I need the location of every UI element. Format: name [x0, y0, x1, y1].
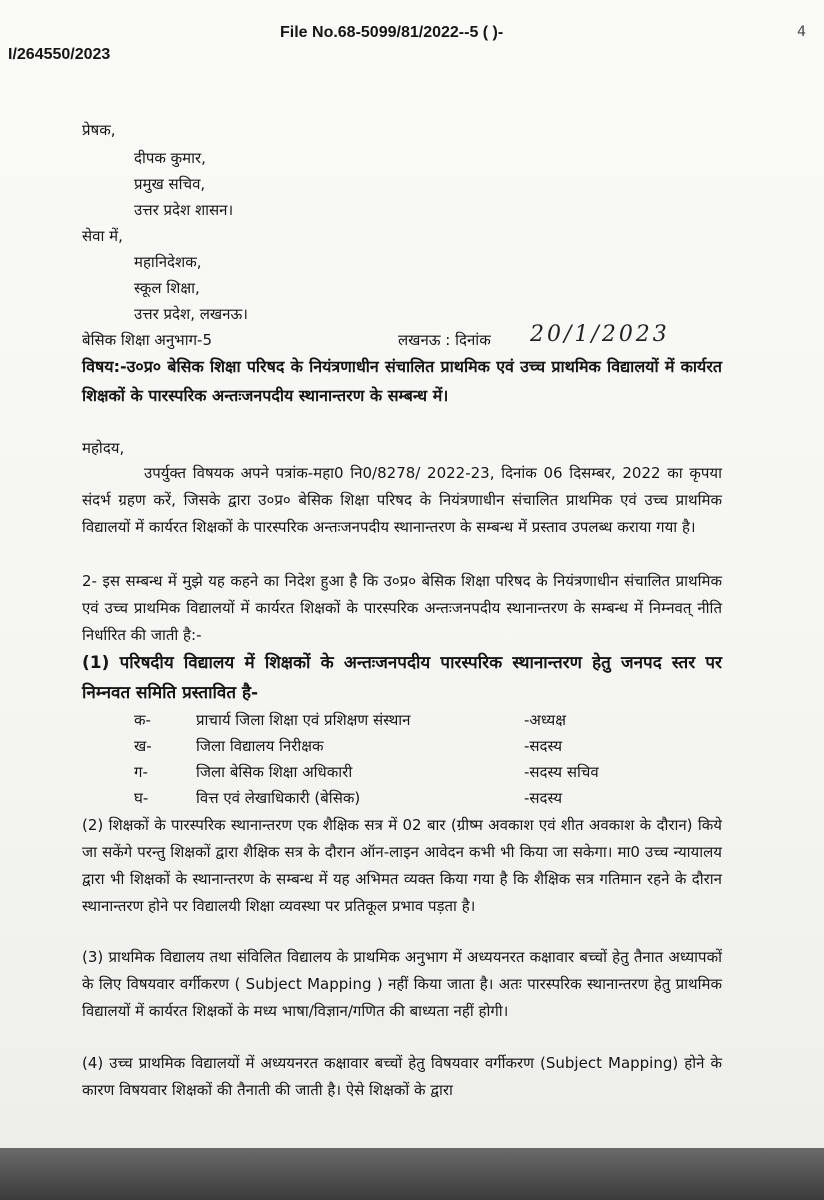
committee-key: ग-: [134, 763, 148, 781]
committee-member: जिला विद्यालय निरीक्षक: [196, 737, 324, 755]
file-number: File No.68-5099/81/2022--5 ( )-: [280, 24, 504, 41]
recipient-label: सेवा में,: [82, 227, 123, 245]
subject-line: विषय:-उ०प्र० बेसिक शिक्षा परिषद के नियंत्रणाधीन संचालित प्राथमिक एवं उच्च प्राथमिक विद्यालयों में कार्यरत शिक्षकों के पारस्परिक अन्तःजनपदीय स्थानान्तरण के सम्बन्ध में।: [82, 357, 722, 405]
recipient-line: उत्तर प्रदेश, लखनऊ।: [134, 305, 248, 323]
committee-key: क-: [134, 711, 151, 729]
place-date-label: लखनऊ : दिनांक: [398, 331, 491, 349]
committee-member: वित्त एवं लेखाधिकारी (बेसिक): [196, 789, 361, 807]
committee-member: प्राचार्य जिला शिक्षा एवं प्रशिक्षण संस्थान: [196, 711, 411, 729]
sender-line: दीपक कुमार,: [134, 149, 206, 167]
recipient-line: महानिदेशक,: [134, 253, 202, 271]
recipient-line: स्कूल शिक्षा,: [134, 279, 200, 297]
point-4: (4) उच्च प्राथमिक विद्यालयों में अध्ययनरत कक्षावार बच्चों हेतु विषयवार वर्गीकरण (Subject Mapping) होने के कारण विषयवार शिक्षकों की तैनाती की जाती है। ऐसे शिक्षकों के द्वारा: [82, 1054, 722, 1099]
scan-edge: [0, 1148, 824, 1200]
sender-label: प्रेषक,: [82, 121, 116, 139]
section-name: बेसिक शिक्षा अनुभाग-5: [82, 331, 212, 349]
committee-role: -अध्यक्ष: [524, 711, 566, 729]
sender-line: उत्तर प्रदेश शासन।: [134, 201, 234, 219]
page-number: 4: [797, 24, 806, 40]
committee-key: घ-: [134, 789, 149, 807]
committee-member: जिला बेसिक शिक्षा अधिकारी: [196, 763, 353, 781]
committee-role: -सदस्य: [524, 789, 563, 807]
paragraph-2: 2- इस सम्बन्ध में मुझे यह कहने का निदेश हुआ है कि उ०प्र० बेसिक शिक्षा परिषद के नियंत्रणाधीन संचालित प्राथमिक एवं उच्च प्राथमिक विद्यालयों में कार्यरत शिक्षकों के पारस्परिक अन्तःजनपदीय स्थानान्तरण के सम्बन्ध में निम्नवत् नीति निर्धारित की जाती है:-: [82, 572, 722, 644]
committee-role: -सदस्य सचिव: [524, 763, 599, 781]
paragraph-1: उपर्युक्त विषयक अपने पत्रांक-महा0 नि0/8278/ 2022-23, दिनांक 06 दिसम्बर, 2022 का कृपया संदर्भ ग्रहण करें, जिसके द्वारा उ०प्र० बेसिक शिक्षा परिषद के नियंत्रणाधीन संचालित प्राथमिक एवं उच्च प्राथमिक विद्यालयों में कार्यरत शिक्षकों के पारस्परिक अन्तःजनपदीय स्थानान्तरण के सम्बन्ध में प्रस्ताव उपलब्ध कराया गया है।: [82, 464, 722, 536]
point-2: (2) शिक्षकों के पारस्परिक स्थानान्तरण एक शैक्षिक सत्र में 02 बार (ग्रीष्म अवकाश एवं शीत अवकाश के दौरान) किये जा सकेंगे परन्तु शिक्षकों द्वारा शैक्षिक सत्र के दौरान ऑन-लाइन आवेदन कभी भी किया जा सकेगा। मा0 उच्च न्यायालय द्वारा भी शिक्षकों के स्थानान्तरण के सम्बन्ध में यह अभिमत व्यक्त किया गया है कि शैक्षिक सत्र गतिमान रहने के दौरान स्थानान्तरण होने पर विद्यालयी शिक्षा व्यवस्था पर प्रतिकूल प्रभाव पड़ता है।: [82, 816, 722, 915]
reference-number: I/264550/2023: [8, 46, 111, 63]
sender-line: प्रमुख सचिव,: [134, 175, 206, 193]
committee-key: ख-: [134, 737, 152, 755]
point-1: (1) परिषदीय विद्यालय में शिक्षकों के अन्तःजनपदीय पारस्परिक स्थानान्तरण हेतु जनपद स्तर पर निम्नवत समिति प्रस्तावित है-: [82, 653, 722, 703]
salutation: महोदय,: [82, 439, 125, 457]
point-3: (3) प्राथमिक विद्यालय तथा संविलित विद्यालय के प्राथमिक अनुभाग में अध्ययनरत कक्षावार बच्चों हेतु तैनात अध्यापकों के लिए विषयवार वर्गीकरण ( Subject Mapping ) नहीं किया जाता है। अतः पारस्परिक स्थानान्तरण हेतु प्राथमिक विद्यालयों में कार्यरत शिक्षकों के मध्य भाषा/विज्ञान/गणित की बाध्यता नहीं होगी।: [82, 948, 722, 1020]
committee-role: -सदस्य: [524, 737, 563, 755]
handwritten-date: 20/1/2023: [530, 322, 670, 347]
